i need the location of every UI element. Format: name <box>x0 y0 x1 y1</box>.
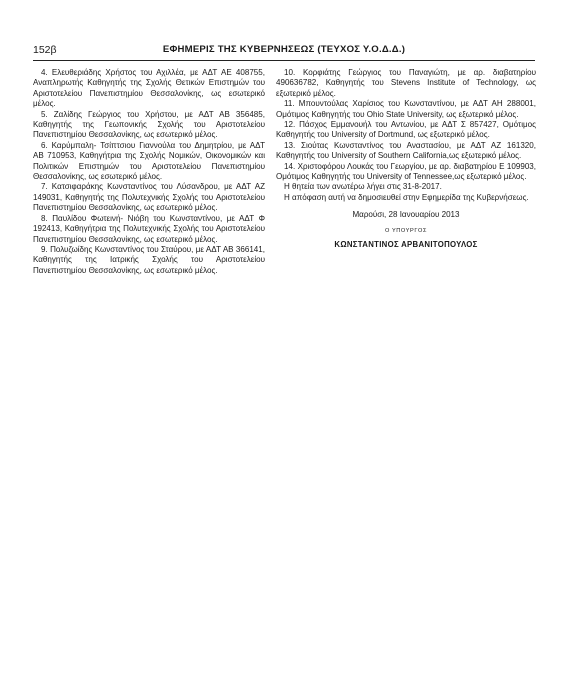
member-entry: 6. Καρύμπαλη- Τσίπτσιου Γιαννούλα του Δημητρίου, με ΑΔΤ ΑΒ 710953, Καθηγήτρια της Σχολής Νομικών, Οικονομικών και Πολιτικών Επιστημών του Αριστοτελείου Πανεπιστημίου Θεσσαλονίκης, ως εσωτερικό μέλος. <box>33 140 265 182</box>
member-entry: 10. Κορφιάτης Γεώργιος του Παναγιώτη, με αρ. διαβατηρίου 490636782, Καθηγητής του Stevens Institute of Technology, ως εξωτερικό μέλος. <box>276 68 536 98</box>
running-title: ΕΦΗΜΕΡΙΣ ΤΗΣ ΚΥΒΕΡΝΗΣΕΩΣ (ΤΕΥΧΟΣ Υ.Ο.Δ.Δ.) <box>162 44 406 55</box>
member-entry: 4. Ελευθεριάδης Χρήστος του Αχιλλέα, με ΑΔΤ ΑΕ 408755, Αναπληρωτής Καθηγητής της Σχολής Θετικών Επιστημών του Αριστοτελείου Πανεπιστημίου Θεσσαλονίκης, ως εσωτερικό μέλος. <box>33 68 265 109</box>
member-entry: 14. Χριστοφόρου Λουκάς του Γεωργίου, με αρ. διαβατηρίου Ε 109903, Ομότιμος Καθηγητής του University of Tennessee,ως εξωτερικό μέλος. <box>276 161 536 182</box>
page-number: 152β <box>33 44 57 56</box>
member-entry: 8. Παυλίδου Φωτεινή- Νιόβη του Κωνσταντίνου, με ΑΔΤ Φ 192413, Καθηγήτρια της Πολυτεχνικής Σχολής του Αριστοτελείου Πανεπιστημίου Θεσσαλονίκης, ως εσωτερικό μέλος. <box>33 213 265 244</box>
member-entry: 7. Κατσιφαράκης Κωνσταντίνος του Λύσανδρου, με ΑΔΤ ΑΖ 149031, Καθηγητής της Πολυτεχνικής Σχολής του Αριστοτελείου Πανεπιστημίου Θεσσαλονίκης, ως εσωτερικό μέλος. <box>33 182 265 213</box>
header-rule <box>33 60 535 61</box>
page-header <box>33 44 535 58</box>
left-column <box>33 68 265 276</box>
member-entry: 13. Σιούτας Κωνσταντίνος του Αναστασίου, με ΑΔΤ ΑΖ 161320, Καθηγητής του University of Southern California,ως εξωτερικό μέλος. <box>276 140 536 161</box>
publication-order: Η απόφαση αυτή να δημοσιευθεί στην Εφημερίδα της Κυβερνήσεως. <box>284 192 529 202</box>
member-entry: 11. Μπουντούλας Χαρίσιος του Κωνσταντίνου, με ΑΔΤ ΑΗ 288001, Ομότιμος Καθηγητής του Ohio State University, ως εξωτερικό μέλος. <box>276 99 536 119</box>
right-column <box>276 68 536 251</box>
member-entry: 5. Ζαλίδης Γεώργιος του Χρήστου, με ΑΔΤ ΑΒ 356485, Καθηγητής της Γεωπονικής Σχολής του Αριστοτελείου Πανεπιστημίου Θεσσαλονίκης, ως εσωτερικό μέλος. <box>33 109 265 140</box>
signatory-name: ΚΩΝΣΤΑΝΤΙΝΟΣ ΑΡΒΑΝΙΤΟΠΟΥΛΟΣ <box>334 240 478 250</box>
member-entry: 9. Πολυζωίδης Κωνσταντίνος του Σταύρου, με ΑΔΤ ΑΒ 366141, Καθηγητής της Ιατρικής Σχολής του Αριστοτελείου Πανεπιστημίου Θεσσαλονίκης, ως εσωτερικό μέλος. <box>33 244 265 275</box>
signatory-role: Ο ΥΠΟΥΡΓΟΣ <box>384 227 428 234</box>
term-expiry-note: Η θητεία των ανωτέρω λήγει στις 31-8-2017. <box>284 182 442 192</box>
closing-date-line: Μαρούσι, 28 Ιανουαρίου 2013 <box>352 210 460 220</box>
member-entry: 12. Πάσχος Εμμανουήλ του Αντωνίου, με ΑΔΤ Σ 857427, Ομότιμος Καθηγητής του University of Dortmund, ως εξωτερικό μέλος. <box>276 120 536 140</box>
